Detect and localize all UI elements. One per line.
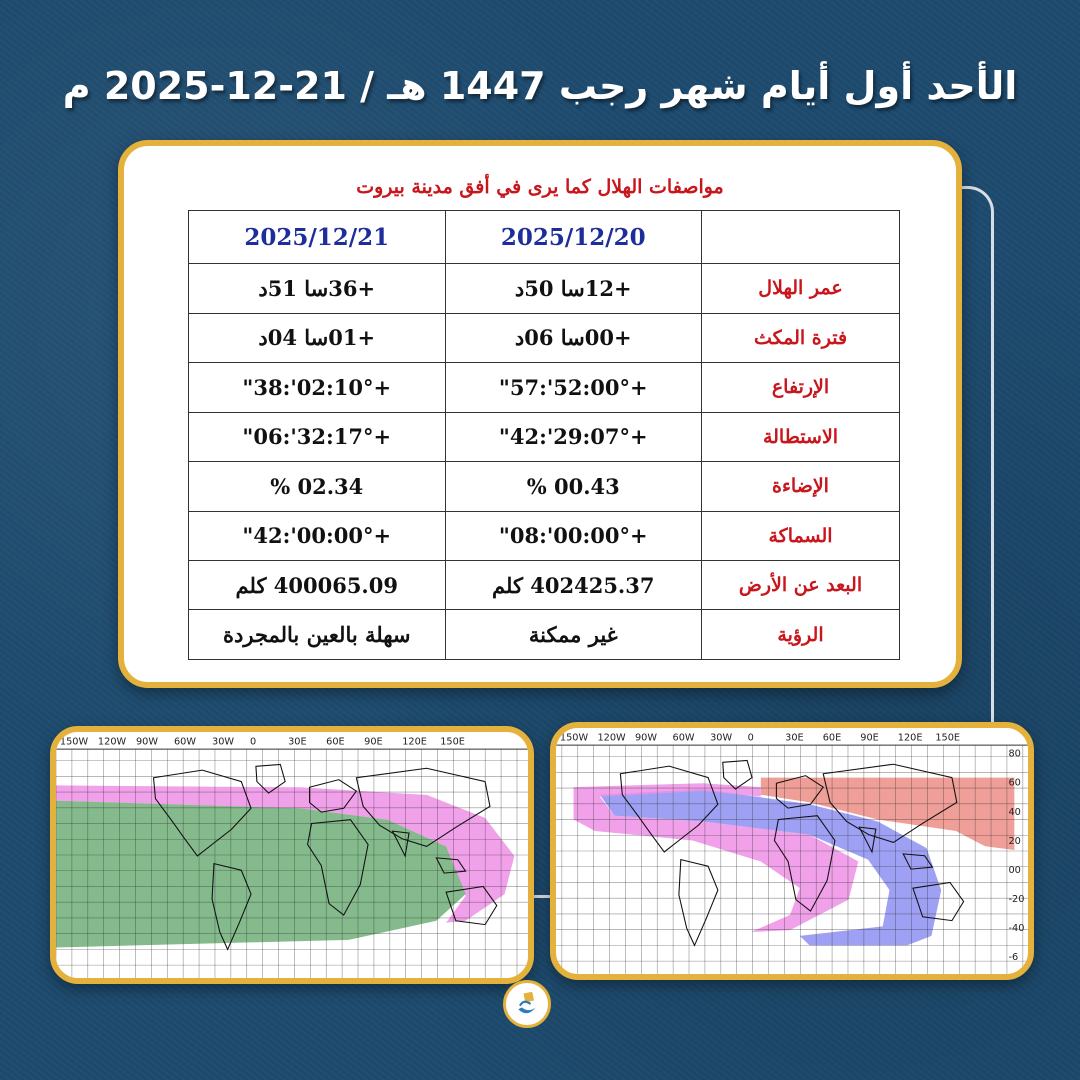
spec-card: [118, 140, 962, 688]
row-label: الإضاءة: [702, 462, 900, 511]
page-title: الأحد أول أيام شهر رجب 1447 هـ / 21-12-2025 م: [62, 64, 1018, 108]
longitude-label: 60E: [326, 736, 345, 748]
row-value-date-1: 402425.37 كلم: [445, 560, 702, 609]
row-label: فترة المكث: [702, 313, 900, 362]
latitude-label: 20: [1008, 835, 1021, 847]
longitude-label: 90W: [135, 736, 158, 748]
spec-card-title: مواصفات الهلال كما يرى في أفق مدينة بيروت: [356, 176, 724, 198]
longitude-label: 60W: [672, 732, 695, 744]
longitude-label: 60E: [822, 732, 842, 744]
table-row: [189, 313, 900, 362]
longitude-label: 0: [250, 736, 257, 748]
row-value-date-2: سهلة بالعين بالمجردة: [189, 610, 446, 660]
row-label: البعد عن الأرض: [702, 560, 900, 609]
row-value-date-1: +00°:00':08": [445, 511, 702, 560]
row-value-date-1: +12سا 50د: [445, 264, 702, 313]
row-value-date-1: +00°:52':57": [445, 363, 702, 412]
row-value-date-2: 400065.09 كلم: [189, 560, 446, 609]
row-value-date-2: +36سا 51د: [189, 264, 446, 313]
latitude-label: -6: [1008, 952, 1019, 964]
row-label: الاستطالة: [702, 412, 900, 461]
table-row: [189, 560, 900, 609]
table-row: [189, 363, 900, 412]
table-row: [189, 264, 900, 313]
row-value-date-2: +17°:32':06": [189, 412, 446, 461]
latitude-label: 00: [1008, 865, 1021, 876]
row-label: الرؤية: [702, 610, 900, 660]
longitude-label: 0: [747, 732, 754, 744]
longitude-label: 150W: [59, 736, 89, 748]
longitude-label: 150E: [935, 732, 961, 744]
longitude-label: 30W: [710, 732, 733, 744]
row-value-date-2: 02.34 %: [189, 462, 446, 511]
longitude-label: 30W: [212, 736, 235, 748]
longitude-label: 120W: [597, 732, 626, 744]
visibility-map-dec21: [50, 726, 534, 984]
visibility-map-dec20-svg: [556, 728, 1028, 974]
latitude-label: 80: [1008, 748, 1021, 760]
visibility-map-dec20: [550, 722, 1034, 980]
row-value-date-1: 00.43 %: [445, 462, 702, 511]
row-label: عمر الهلال: [702, 264, 900, 313]
row-value-date-1: +00سا 06د: [445, 313, 702, 362]
longitude-label: 150W: [559, 732, 589, 744]
row-value-date-2: +00°:00':42": [189, 511, 446, 560]
latitude-label: 60: [1008, 777, 1021, 789]
visibility-map-dec21-svg: [56, 732, 528, 978]
header-cell-empty: [702, 211, 900, 264]
row-label: الإرتفاع: [702, 363, 900, 412]
longitude-label: 120W: [97, 736, 127, 748]
header-cell-date-2: 2025/12/21: [189, 211, 446, 264]
row-label: السماكة: [702, 511, 900, 560]
longitude-label: 30E: [785, 732, 804, 744]
longitude-label: 30E: [288, 736, 307, 748]
latitude-label: 40: [1008, 806, 1021, 818]
longitude-label: 90E: [860, 732, 879, 744]
latitude-label: -20: [1008, 894, 1025, 905]
moon-spec-table: [188, 210, 900, 660]
table-row: [189, 511, 900, 560]
longitude-label: 90W: [634, 732, 658, 744]
row-value-date-2: +10°:02':38": [189, 363, 446, 412]
table-row: [189, 610, 900, 660]
latitude-label: -40: [1008, 923, 1025, 935]
table-row: [189, 412, 900, 461]
crescent-logo-icon: [503, 980, 551, 1028]
longitude-label: 60W: [174, 736, 197, 748]
row-value-date-1: +07°:29':42": [445, 412, 702, 461]
longitude-label: 120E: [897, 732, 923, 744]
longitude-label: 90E: [364, 736, 383, 748]
longitude-label: 120E: [402, 736, 427, 748]
row-value-date-2: +01سا 04د: [189, 313, 446, 362]
header-cell-date-1: 2025/12/20: [445, 211, 702, 264]
table-row: [189, 462, 900, 511]
table-header-row: [189, 211, 900, 264]
row-value-date-1: غير ممكنة: [445, 610, 702, 660]
longitude-label: 150E: [440, 736, 465, 748]
